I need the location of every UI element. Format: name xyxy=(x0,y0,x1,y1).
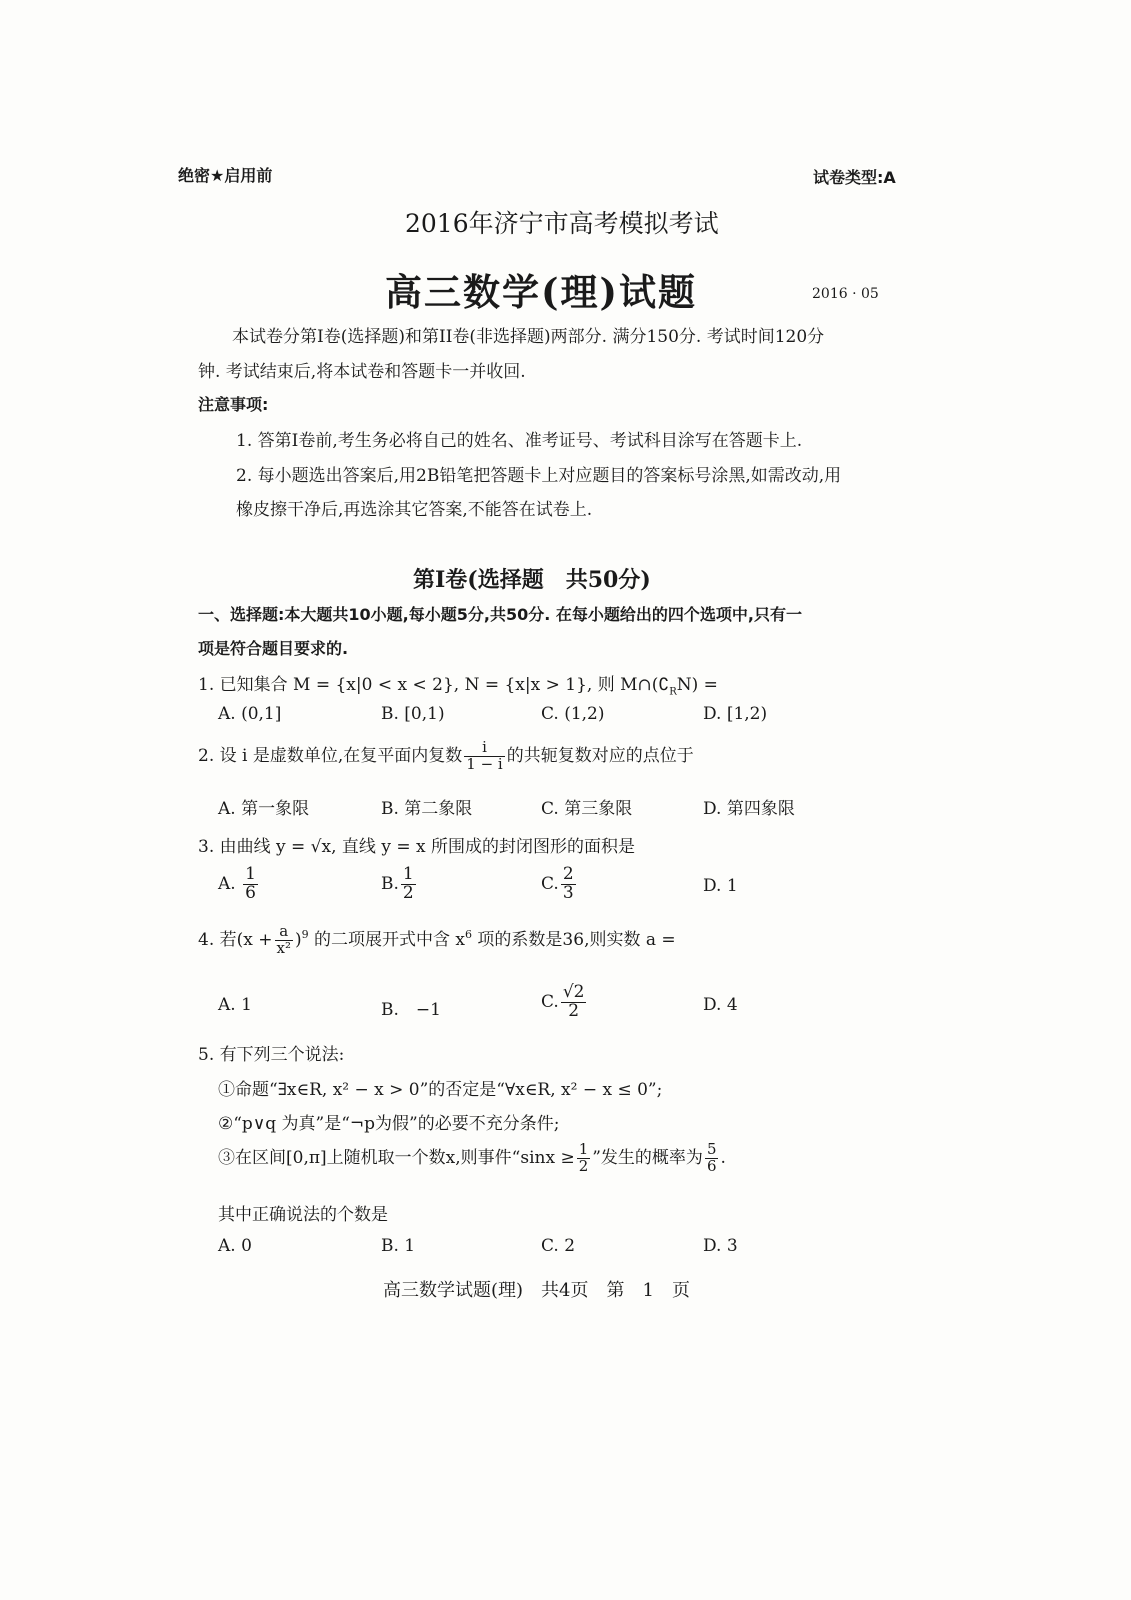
q1-option-c: C. (1,2) xyxy=(541,704,605,724)
q4-option-a: A. 1 xyxy=(218,995,252,1015)
q2-option-b: B. 第二象限 xyxy=(381,799,473,819)
question-1-stem: 1. 已知集合 M = {x|0 < x < 2}, N = {x|x > 1}, 则 $M\cap(∁_RN)$ = xyxy=(198,675,718,698)
intro-line-1: 本试卷分第I卷(选择题)和第II卷(非选择题)两部分. 满分150分. 考试时间120分 xyxy=(232,327,825,347)
q3-option-c: C. $\frac{2}{3}$ xyxy=(541,864,574,903)
q1-option-a: A. (0,1] xyxy=(218,704,282,724)
notice-item-2-line-1: 2. 每小题选出答案后,用2B铅笔把答题卡上对应题目的答案标号涂黑,如需改动,用 xyxy=(236,466,842,486)
q5-option-c: C. 2 xyxy=(541,1236,576,1256)
q2-option-a: A. 第一象限 xyxy=(218,799,310,819)
q1-option-d: D. [1,2) xyxy=(703,704,768,724)
q5-ask: 其中正确说法的个数是 xyxy=(218,1205,388,1225)
exam-name: 2016年济宁市高考模拟考试 xyxy=(405,209,719,238)
section-1-instruction-line-1: 一、选择题:本大题共10小题,每小题5分,共50分. 在每小题给出的四个选项中,只有一 xyxy=(198,605,802,624)
question-5-stem: 5. 有下列三个说法: xyxy=(198,1045,345,1065)
q2-option-c: C. 第三象限 xyxy=(541,799,633,819)
q3-option-b: B. $\frac{1}{2}$ xyxy=(381,864,414,903)
q1-option-b: B. [0,1) xyxy=(381,704,445,724)
q5-option-b: B. 1 xyxy=(381,1236,416,1256)
secret-label: 绝密★启用前 xyxy=(178,166,273,185)
q3-option-a: A. $\frac{1}{6}$ xyxy=(218,864,256,903)
notice-item-2-line-2: 橡皮擦干净后,再选涂其它答案,不能答在试卷上. xyxy=(236,500,593,520)
page-footer: 高三数学试题(理) 共4页 第 1 页 xyxy=(383,1280,690,1301)
question-3-stem: 3. 由曲线 y = √x, 直线 y = x 所围成的封闭图形的面积是 xyxy=(198,837,635,857)
q4-option-c: C. $\frac{√2}{2}$ xyxy=(541,982,585,1021)
q4-option-b: B. −1 xyxy=(381,1000,441,1020)
q2-option-d: D. 第四象限 xyxy=(703,799,795,819)
notice-heading: 注意事项: xyxy=(198,395,269,414)
q3-option-d: D. 1 xyxy=(703,876,738,896)
q5-statement-1: ①命题“∃x∈R, x² − x > 0”的否定是“∀x∈R, x² − x ≤ 0”; xyxy=(218,1080,663,1100)
paper-type-label: 试卷类型:A xyxy=(813,168,896,187)
q5-statement-3: ③在区间[0,π]上随机取一个数x,则事件“sinx ≥ $\frac{1}{2}$ ”发生的概率为 $\frac{5}{6}$ . xyxy=(218,1140,726,1175)
notice-item-1: 1. 答第I卷前,考生务必将自己的姓名、准考证号、考试科目涂写在答题卡上. xyxy=(236,431,803,451)
question-4-stem: 4. 若(x + $\frac{a}{\text{x²}}$ )$^9$ 的二项展开式中含 $x^6$ 项的系数是36,则实数 a = xyxy=(198,922,676,957)
question-2-stem: 2. 设 i 是虚数单位,在复平面内复数 $\frac{i}{1 - i}$ 的共轭复数对应的点位于 xyxy=(198,738,694,773)
q4-option-d: D. 4 xyxy=(703,995,738,1015)
exam-date: 2016 · 05 xyxy=(812,286,879,302)
page-title: 高三数学(理)试题 xyxy=(385,270,698,314)
q5-statement-2: ②“p∨q 为真”是“¬p为假”的必要不充分条件; xyxy=(218,1114,560,1134)
q5-option-a: A. 0 xyxy=(218,1236,252,1256)
section-1-title: 第I卷(选择题 共50分) xyxy=(413,567,651,593)
intro-line-2: 钟. 考试结束后,将本试卷和答题卡一并收回. xyxy=(198,362,526,382)
section-1-instruction-line-2: 项是符合题目要求的. xyxy=(198,639,349,658)
q5-option-d: D. 3 xyxy=(703,1236,738,1256)
